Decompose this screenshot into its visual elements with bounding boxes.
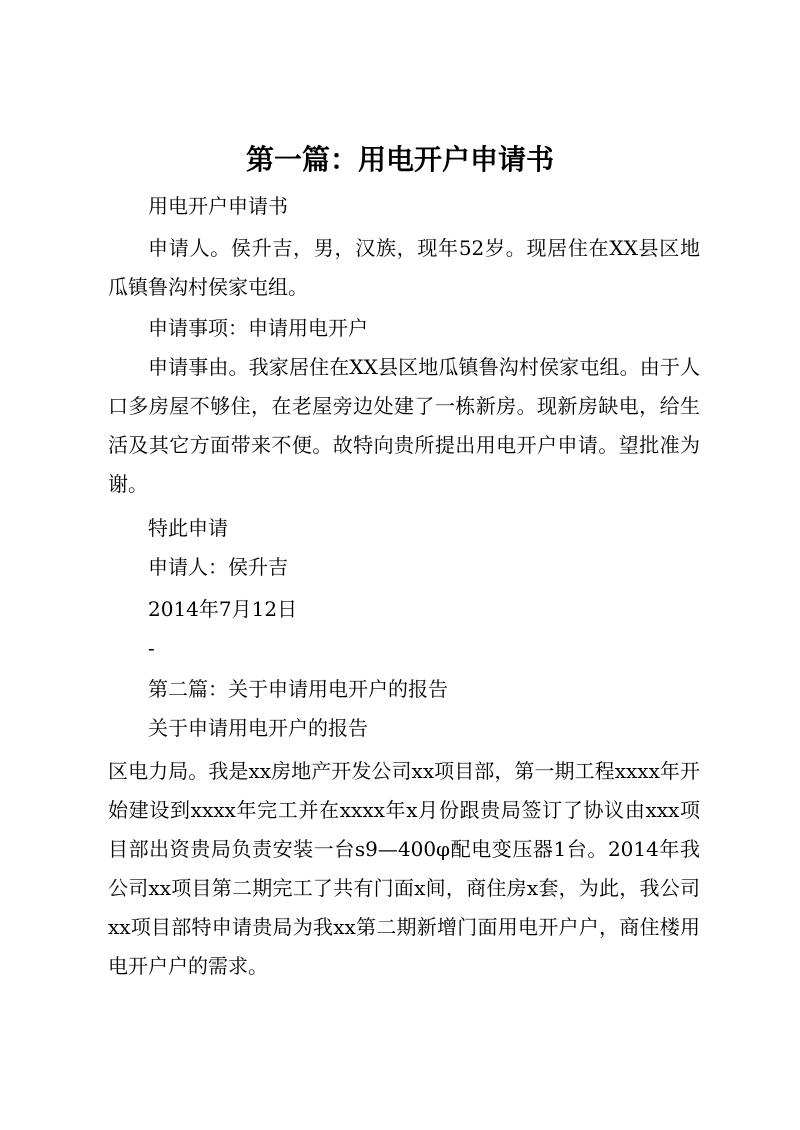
second-part-heading: 第二篇：关于申请用电开户的报告 (148, 677, 448, 701)
closing-text: 特此申请 (148, 516, 228, 540)
section-separator: - (148, 636, 155, 660)
report-subtitle: 关于申请用电开户的报告 (148, 716, 368, 740)
application-reason-paragraph: 申请事由。我家居住在XX县区地瓜镇鲁沟村侯家屯组。由于人口多房屋不够住，在老屋旁边处建了一栋新房。现新房缺电，给生活及其它方面带来不便。故特向贵所提出用电开户申请。望批准为谢。 (108, 355, 700, 496)
application-matter: 申请事项：申请用电开户 (148, 316, 368, 340)
application-date: 2014年7月12日 (148, 597, 298, 621)
document-title: 第一篇：用电开户申请书 (245, 143, 554, 176)
application-subtitle: 用电开户申请书 (148, 194, 288, 218)
applicant-signature: 申请人：侯升吉 (148, 555, 288, 579)
report-body-paragraph: 区电力局。我是xx房地产开发公司xx项目部，第一期工程xxxx年开始建设到xxxx年完工并在xxxx年x月份跟贵局签订了协议由xxx项目部出资贵局负责安装一台s9—400φ配电变压器1台。2014年我公司xx项目第二期完工了共有门面x间，商住房x套，为此，我公司xx项目部特申请贵局为我xx第二期新增门面用电开户户，商住楼用电开户户的需求。 (108, 759, 700, 978)
applicant-info-paragraph: 申请人。侯升吉，男，汉族，现年52岁。现居住在XX县区地瓜镇鲁沟村侯家屯组。 (108, 236, 700, 299)
